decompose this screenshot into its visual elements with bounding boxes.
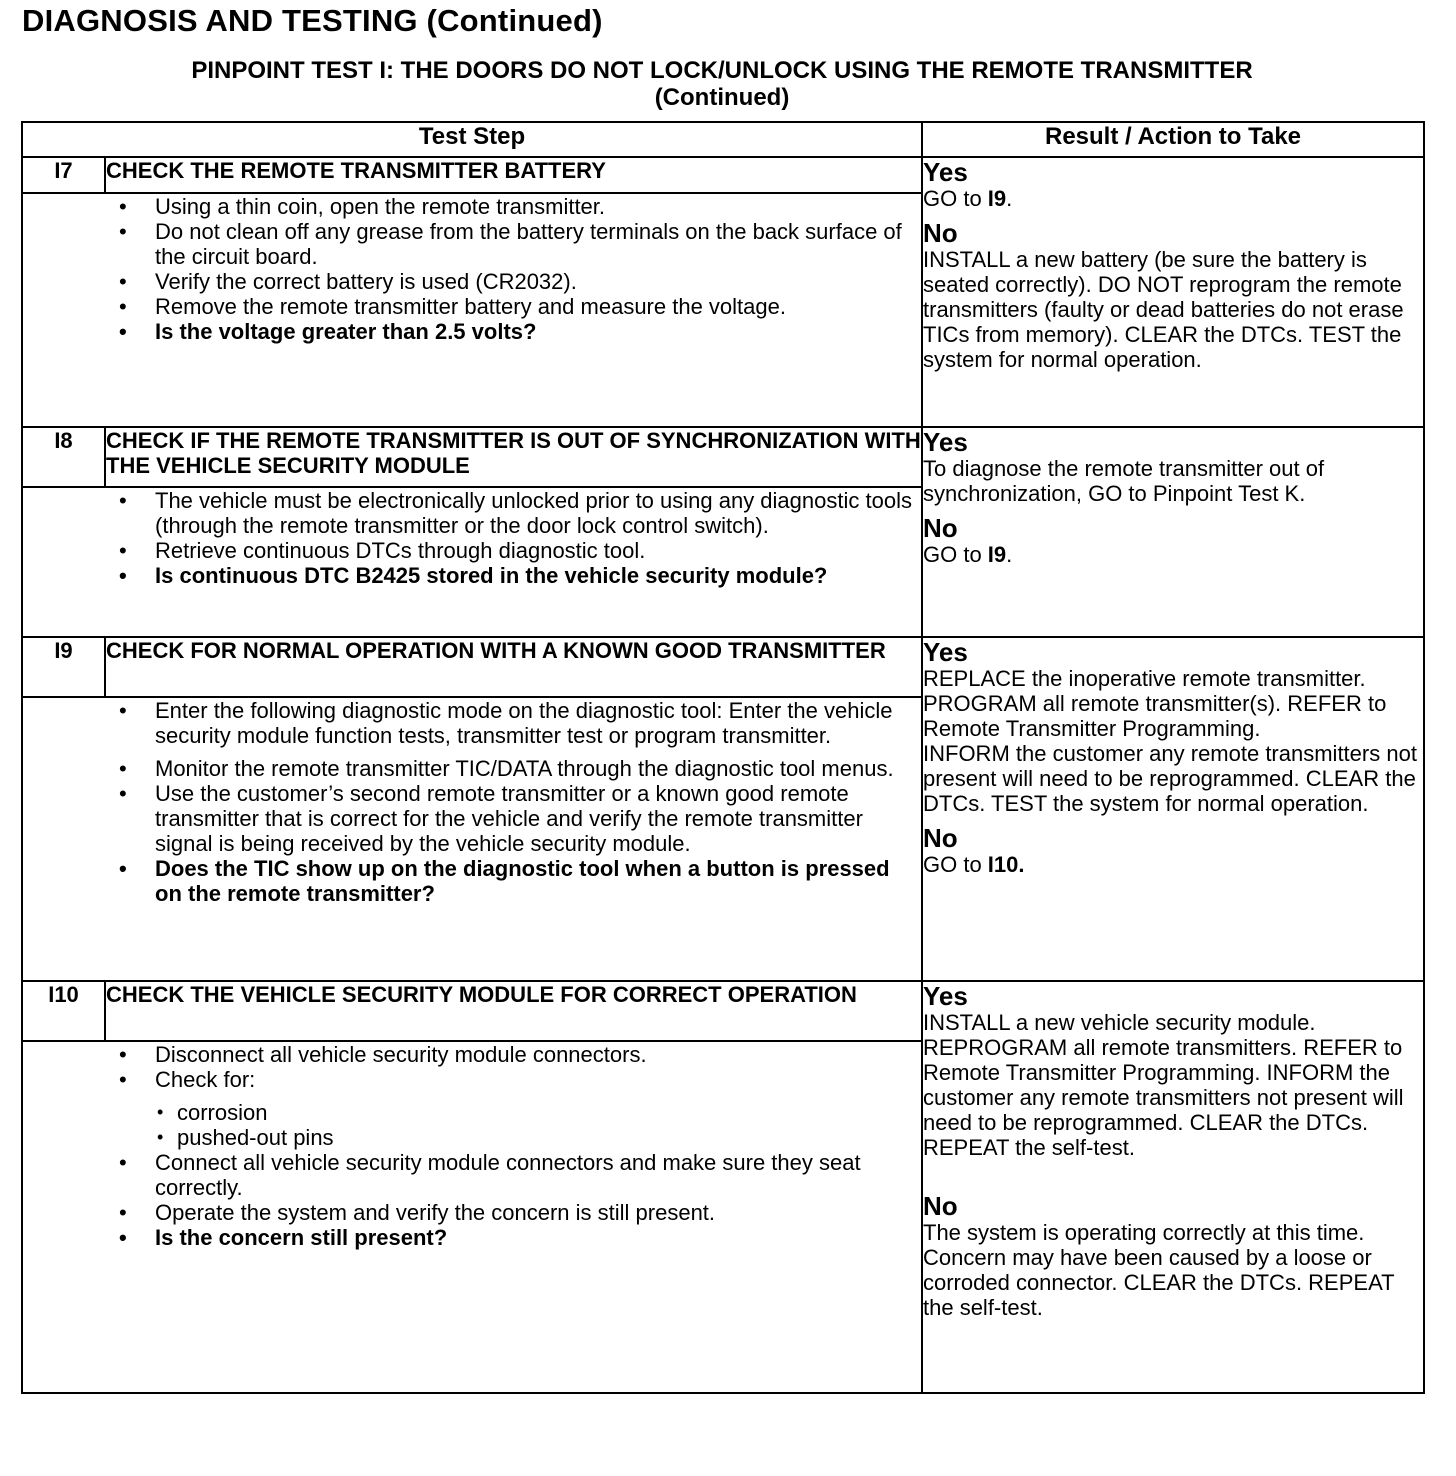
- table-header-row: [22, 122, 1424, 157]
- result-cell: [922, 637, 1424, 981]
- pinpoint-test-table: [21, 121, 1425, 1394]
- no-label: No: [923, 1191, 958, 1221]
- yes-action: INSTALL a new vehicle security module. REPROGRAM all remote transmitters. REFER to Remote Transmitter Programming. INFORM the customer any remote transmitters not present will need to be reprogrammed. CLEAR the DTCs. REPEAT the self-test.: [923, 1010, 1404, 1160]
- no-action: GO to I10.: [923, 852, 1025, 877]
- step-question: • Does the TIC show up on the diagnostic tool when a button is pressed on the remote transmitter?: [155, 856, 921, 906]
- step-item: • Disconnect all vehicle security module connectors.: [155, 1042, 921, 1067]
- step-title: CHECK FOR NORMAL OPERATION WITH A KNOWN GOOD TRANSMITTER: [105, 637, 922, 697]
- step-title: CHECK THE REMOTE TRANSMITTER BATTERY: [105, 157, 922, 193]
- subtitle-line-1: PINPOINT TEST I: THE DOORS DO NOT LOCK/UNLOCK USING THE REMOTE TRANSMITTER: [191, 57, 1253, 84]
- yes-label: Yes: [923, 427, 968, 457]
- step-title: CHECK IF THE REMOTE TRANSMITTER IS OUT OF SYNCHRONIZATION WITH THE VEHICLE SECURITY MODULE: [105, 427, 922, 487]
- step-item: • Check for: • corrosion • pushed-out pins: [155, 1067, 921, 1150]
- step-item: • Retrieve continuous DTCs through diagnostic tool.: [155, 538, 921, 563]
- yes-action-inform: INFORM the customer any remote transmitters not present will need to be reprogrammed. CLEAR the DTCs. TEST the system for normal operation.: [923, 741, 1417, 816]
- step-body: [22, 1041, 922, 1393]
- pinpoint-test-title: [22, 57, 1422, 111]
- step-item: • Verify the correct battery is used (CR2032).: [155, 269, 921, 294]
- page-title: DIAGNOSIS AND TESTING (Continued): [22, 3, 603, 38]
- step-question: • Is the concern still present?: [155, 1225, 921, 1250]
- no-action: INSTALL a new battery (be sure the battery is seated correctly). DO NOT reprogram the remote transmitters (faulty or dead batteries do not erase TICs from memory). CLEAR the DTCs. TEST the system for normal operation.: [923, 247, 1404, 372]
- step-id: I8: [22, 427, 105, 487]
- yes-action: GO to I9.: [923, 186, 1013, 211]
- step-row-i7-title: [22, 157, 1424, 193]
- no-ref: I9: [987, 542, 1007, 567]
- sub-item: • pushed-out pins: [177, 1125, 921, 1150]
- yes-label: Yes: [923, 157, 968, 187]
- step-item: • Enter the following diagnostic mode on the diagnostic tool: Enter the vehicle security module function tests, transmitter test or program transmitter.: [155, 698, 921, 748]
- result-cell: [922, 157, 1424, 427]
- yes-ref: I9: [987, 186, 1007, 211]
- yes-label: Yes: [923, 981, 968, 1011]
- no-ref: I10.: [987, 852, 1025, 877]
- yes-label: Yes: [923, 637, 968, 667]
- no-action: The system is operating correctly at this time. Concern may have been caused by a loose or corroded connector. CLEAR the DTCs. REPEAT the self-test.: [923, 1220, 1395, 1320]
- result-header: Result / Action to Take: [922, 122, 1424, 157]
- step-id: I7: [22, 157, 105, 193]
- step-item: • Operate the system and verify the concern is still present.: [155, 1200, 921, 1225]
- result-cell: [922, 981, 1424, 1393]
- no-action: GO to I9.: [923, 542, 1013, 567]
- step-body: [22, 487, 922, 637]
- step-question: • Is the voltage greater than 2.5 volts?: [155, 319, 921, 344]
- subtitle-line-2: (Continued): [654, 84, 790, 111]
- no-label: No: [923, 513, 958, 543]
- step-note: • Monitor the remote transmitter TIC/DATA through the diagnostic tool menus.: [155, 756, 921, 781]
- step-body: [22, 697, 922, 981]
- yes-action: REPLACE the inoperative remote transmitter. PROGRAM all remote transmitter(s). REFER to Remote Transmitter Programming.: [923, 666, 1387, 741]
- step-id: I9: [22, 637, 105, 697]
- step-row-i9-title: [22, 637, 1424, 697]
- step-item: • The vehicle must be electronically unlocked prior to using any diagnostic tools (through the remote transmitter or the door lock control switch).: [155, 488, 921, 538]
- step-item: • Using a thin coin, open the remote transmitter.: [155, 194, 921, 219]
- step-row-i8-title: [22, 427, 1424, 487]
- no-label: No: [923, 218, 958, 248]
- step-id: I10: [22, 981, 105, 1041]
- result-cell: [922, 427, 1424, 637]
- step-title: CHECK THE VEHICLE SECURITY MODULE FOR CORRECT OPERATION: [105, 981, 922, 1041]
- step-item: • Remove the remote transmitter battery and measure the voltage.: [155, 294, 921, 319]
- yes-action: To diagnose the remote transmitter out of synchronization, GO to Pinpoint Test K.: [923, 456, 1325, 506]
- step-question: • Is continuous DTC B2425 stored in the vehicle security module?: [155, 563, 921, 588]
- step-item: • Do not clean off any grease from the battery terminals on the back surface of the circuit board.: [155, 219, 921, 269]
- no-label: No: [923, 823, 958, 853]
- step-row-i10-title: [22, 981, 1424, 1041]
- test-step-header: Test Step: [22, 122, 922, 157]
- step-item: • Connect all vehicle security module connectors and make sure they seat correctly.: [155, 1150, 921, 1200]
- step-body: [22, 193, 922, 427]
- step-item: • Use the customer’s second remote transmitter or a known good remote transmitter that is correct for the vehicle and verify the remote transmitter signal is being received by the vehicle security module.: [155, 781, 921, 856]
- sub-item: • corrosion: [177, 1100, 921, 1125]
